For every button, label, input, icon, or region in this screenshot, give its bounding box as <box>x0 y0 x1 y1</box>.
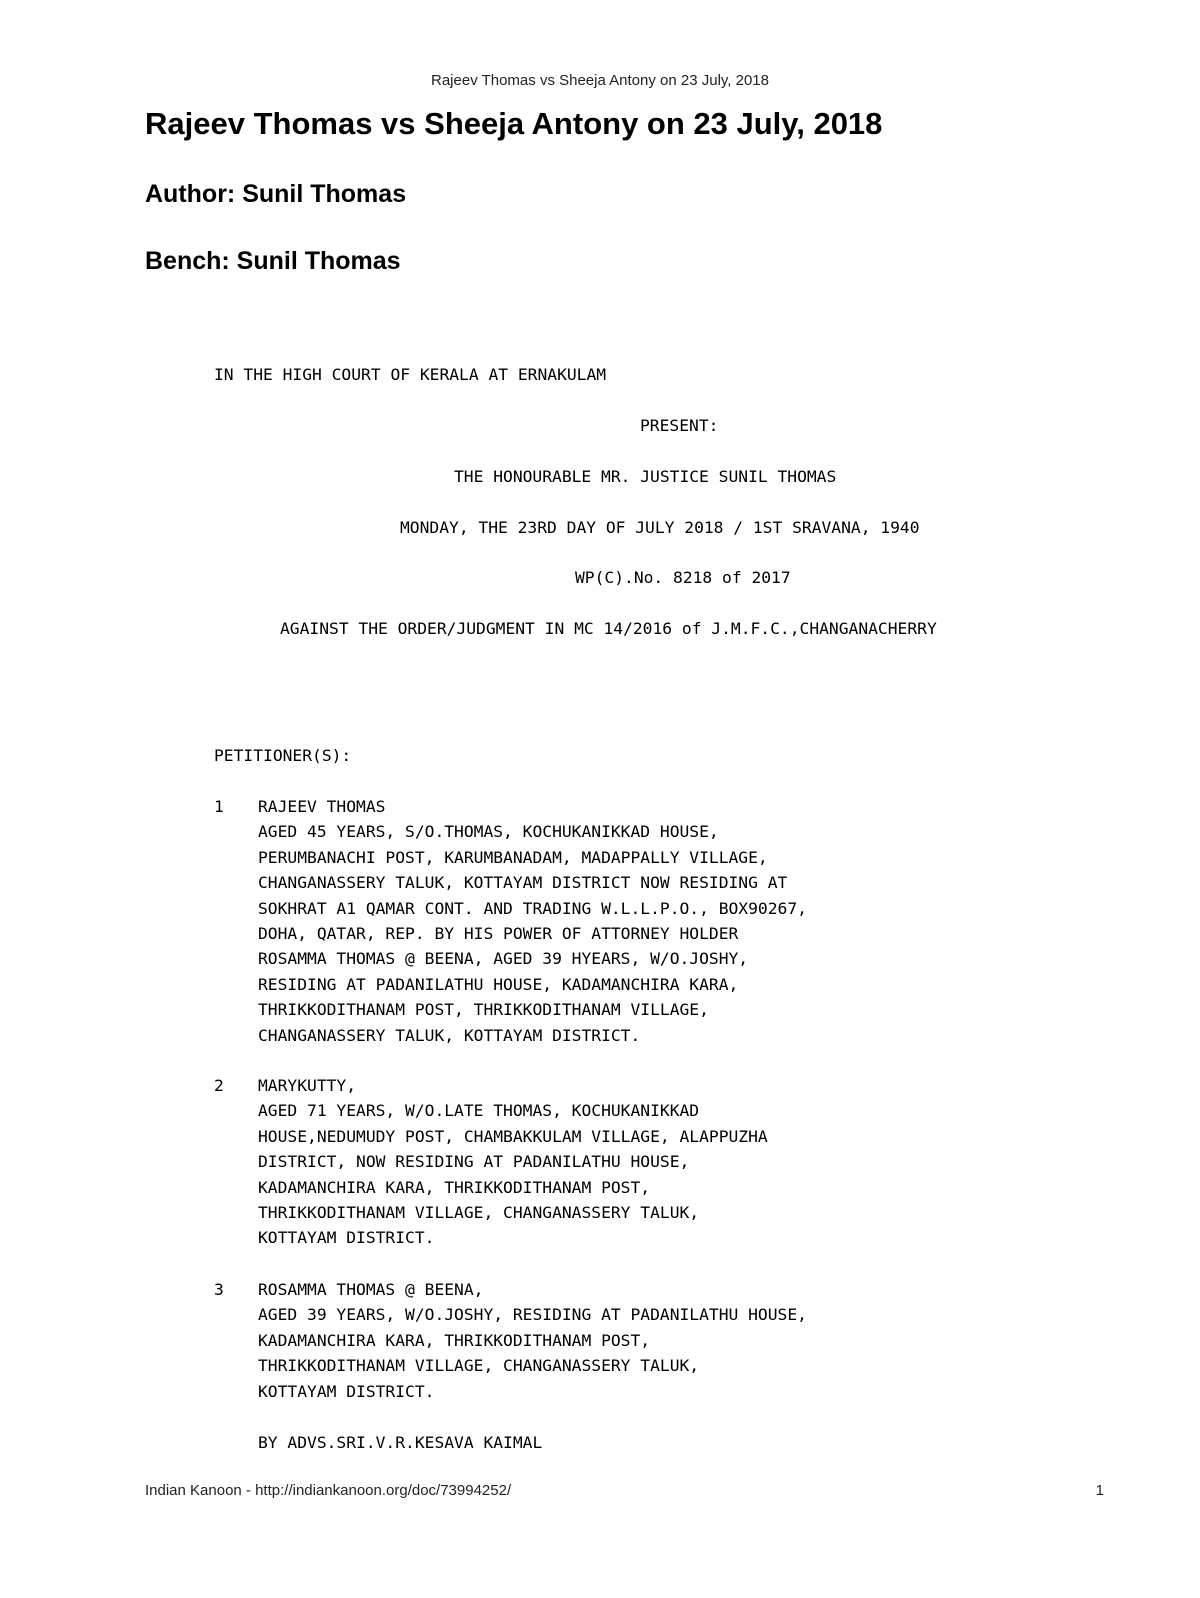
petitioner-number: 2 <box>214 1076 224 1095</box>
petitioners-label: PETITIONER(S): <box>214 746 352 765</box>
petitioner-details: ROSAMMA THOMAS @ BEENA, AGED 39 YEARS, W/O.JOSHY, RESIDING AT PADANILATHU HOUSE, KADAMANCHIRA KARA, THRIKKODITHANAM POST, THRIKKODITHANAM VILLAGE, CHANGANASSERY TALUK, KOTTAYAM DISTRICT. <box>258 1280 807 1401</box>
bench-line: Bench: Sunil Thomas <box>145 247 401 275</box>
footer-source-link[interactable]: Indian Kanoon - http://indiankanoon.org/doc/73994252/ <box>145 1482 512 1499</box>
case-number: WP(C).No. 8218 of 2017 <box>575 568 791 587</box>
author-line: Author: Sunil Thomas <box>145 180 407 208</box>
judgment-date: MONDAY, THE 23RD DAY OF JULY 2018 / 1ST SRAVANA, 1940 <box>400 518 920 537</box>
page-number: 1 <box>1095 1482 1104 1499</box>
running-header: Rajeev Thomas vs Sheeja Antony on 23 July, 2018 <box>431 72 769 89</box>
court-name: IN THE HIGH COURT OF KERALA AT ERNAKULAM <box>214 365 607 384</box>
justice-name: THE HONOURABLE MR. JUSTICE SUNIL THOMAS <box>454 467 837 486</box>
present-label: PRESENT: <box>640 416 719 435</box>
against-order: AGAINST THE ORDER/JUDGMENT IN MC 14/2016 of J.M.F.C.,CHANGANACHERRY <box>280 619 937 638</box>
petitioner-number: 3 <box>214 1280 224 1299</box>
advocate-line: BY ADVS.SRI.V.R.KESAVA KAIMAL <box>258 1433 543 1452</box>
petitioner-number: 1 <box>214 797 224 816</box>
petitioner-details: RAJEEV THOMAS AGED 45 YEARS, S/O.THOMAS, KOCHUKANIKKAD HOUSE, PERUMBANACHI POST, KARUMBANADAM, MADAPPALLY VILLAGE, CHANGANASSERY TALUK, KOTTAYAM DISTRICT NOW RESIDING AT SOKHRAT A1 QAMAR CONT. AND TRADING W.L.L.P.O., BOX90267, DOHA, QATAR, REP. BY HIS POWER OF ATTORNEY HOLDER ROSAMMA THOMAS @ BEENA, AGED 39 HYEARS, W/O.JOSHY, RESIDING AT PADANILATHU HOUSE, KADAMANCHIRA KARA, THRIKKODITHANAM POST, THRIKKODITHANAM VILLAGE, CHANGANASSERY TALUK, KOTTAYAM DISTRICT. <box>258 797 807 1045</box>
document-title: Rajeev Thomas vs Sheeja Antony on 23 July, 2018 <box>145 106 883 141</box>
petitioner-details: MARYKUTTY, AGED 71 YEARS, W/O.LATE THOMAS, KOCHUKANIKKAD HOUSE,NEDUMUDY POST, CHAMBAKKULAM VILLAGE, ALAPPUZHA DISTRICT, NOW RESIDING AT PADANILATHU HOUSE, KADAMANCHIRA KARA, THRIKKODITHANAM POST, THRIKKODITHANAM VILLAGE, CHANGANASSERY TALUK, KOTTAYAM DISTRICT. <box>258 1076 768 1248</box>
